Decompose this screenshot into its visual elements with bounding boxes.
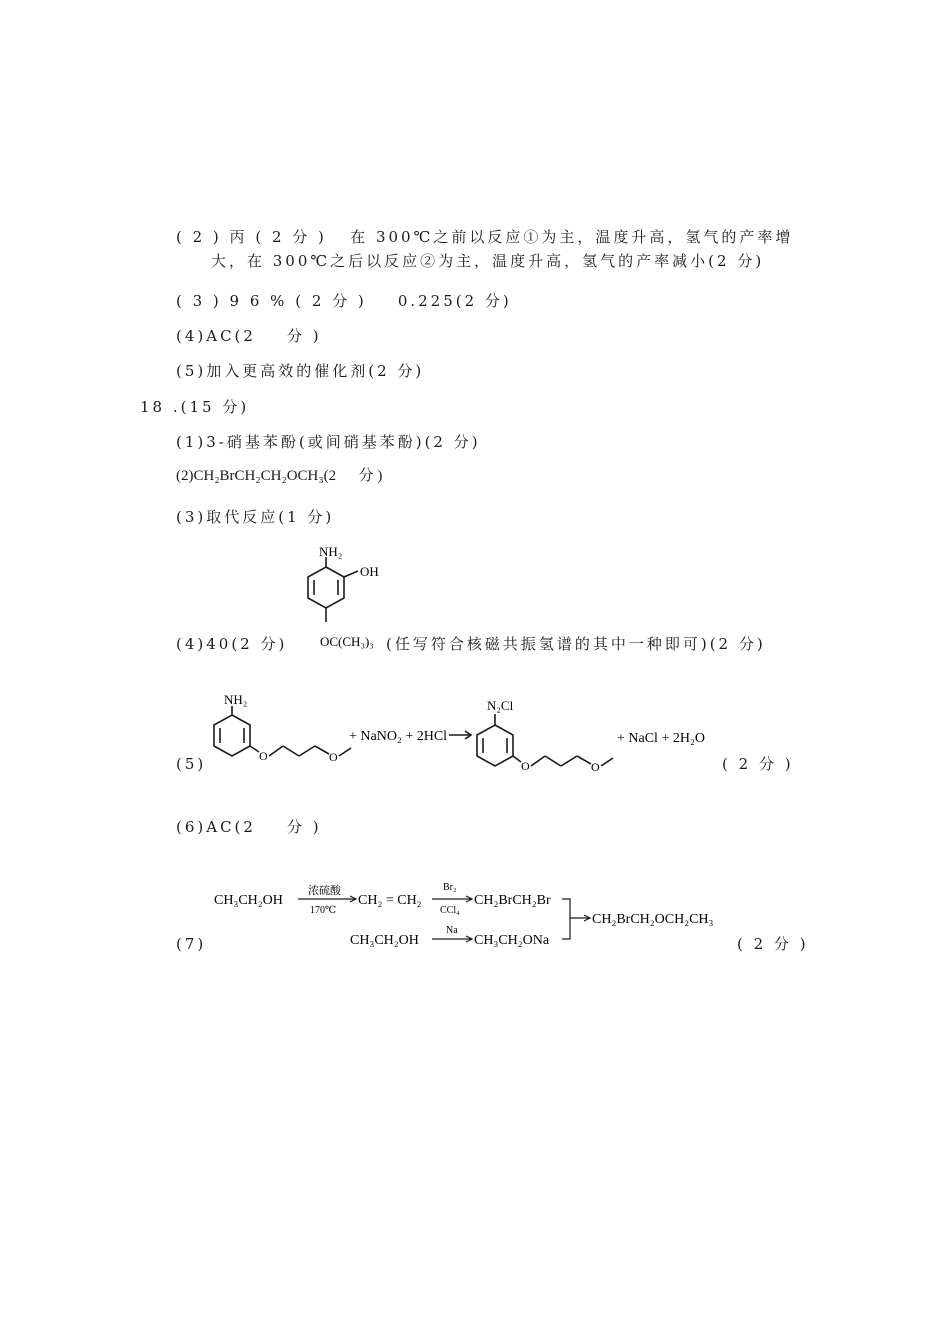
struct4-nh2: NH₂ [319, 544, 343, 559]
reaction-5 [205, 690, 725, 780]
rxn5-nh2: NH₂ [224, 692, 248, 707]
structure-4 [296, 540, 396, 655]
question-18-heading: 18 .(15 分) [140, 398, 250, 416]
rxn7-arrow1-top: 浓硫酸 [308, 885, 341, 897]
rxn7-arrow2-top: Br₂ [443, 882, 457, 893]
rxn7-arrow2-bottom: CCl₄ [440, 905, 460, 916]
rxn7-ethanol-2: CH₃CH₂OH [350, 933, 419, 948]
answer-18-5-label: (5) [176, 755, 207, 773]
rxn7-sodium-ethoxide: CH₃CH₂ONa [474, 933, 550, 948]
rxn5-o1: O [259, 749, 268, 763]
rxn7-arrow3-top: Na [446, 925, 458, 936]
answer-17-3: ( 3 ) 9 6 % ( 2 分 ) 0.225(2 分) [176, 292, 512, 310]
rxn7-product: CH₂BrCH₂OCH₂CH₃ [592, 912, 714, 927]
rxn7-arrow1-bottom: 170℃ [310, 905, 337, 916]
rxn5-reagents: + NaNO₂ + 2HCl [349, 729, 448, 744]
answer-17-5: (5)加入更高效的催化剂(2 分) [176, 362, 425, 380]
answer-17-4: (4)AC(2 分 ) [176, 327, 322, 345]
rxn5-o2: O [329, 750, 338, 764]
struct4-oh: OH [360, 564, 379, 579]
rxn7-dibromoethane: CH₂BrCH₂Br [474, 893, 551, 908]
answer-18-7-label: (7) [176, 935, 207, 953]
answer-17-2-line2: 大，在 300℃之后以反应②为主，温度升高，氢气的产率减小(2 分) [211, 252, 765, 270]
answer-18-4-note: (任写符合核磁共振氢谱的其中一种即可)(2 分) [386, 635, 766, 653]
struct4-substituent: OC(CH₃)₃ [320, 634, 374, 649]
reaction-7 [210, 872, 750, 956]
rxn5-n2cl: N₂Cl [487, 698, 514, 713]
answer-18-1: (1)3-硝基苯酚(或间硝基苯酚)(2 分) [176, 433, 481, 451]
answer-18-3: (3)取代反应(1 分) [176, 508, 335, 526]
rxn5-products: + NaCl + 2H₂O [617, 731, 705, 746]
answer-18-4-label: (4)40(2 分) [176, 635, 288, 653]
rxn5-o3: O [521, 759, 530, 773]
answer-17-2-line1: ( 2 ) 丙 ( 2 分 ) 在 300℃之前以反应①为主，温度升高，氢气的产率增 [176, 228, 794, 246]
answer-18-2: (2)CH₂BrCH₂CH₂OCH₃(2 分 ) [176, 468, 383, 484]
answer-18-7-score: ( 2 分 ) [737, 935, 809, 953]
answer-18-6: (6)AC(2 分 ) [176, 818, 322, 836]
rxn7-ethylene: CH₂ = CH₂ [358, 893, 422, 908]
rxn7-ethanol-1: CH₃CH₂OH [214, 893, 283, 908]
rxn5-o4: O [591, 760, 600, 774]
answer-18-5-score: ( 2 分 ) [722, 755, 794, 773]
